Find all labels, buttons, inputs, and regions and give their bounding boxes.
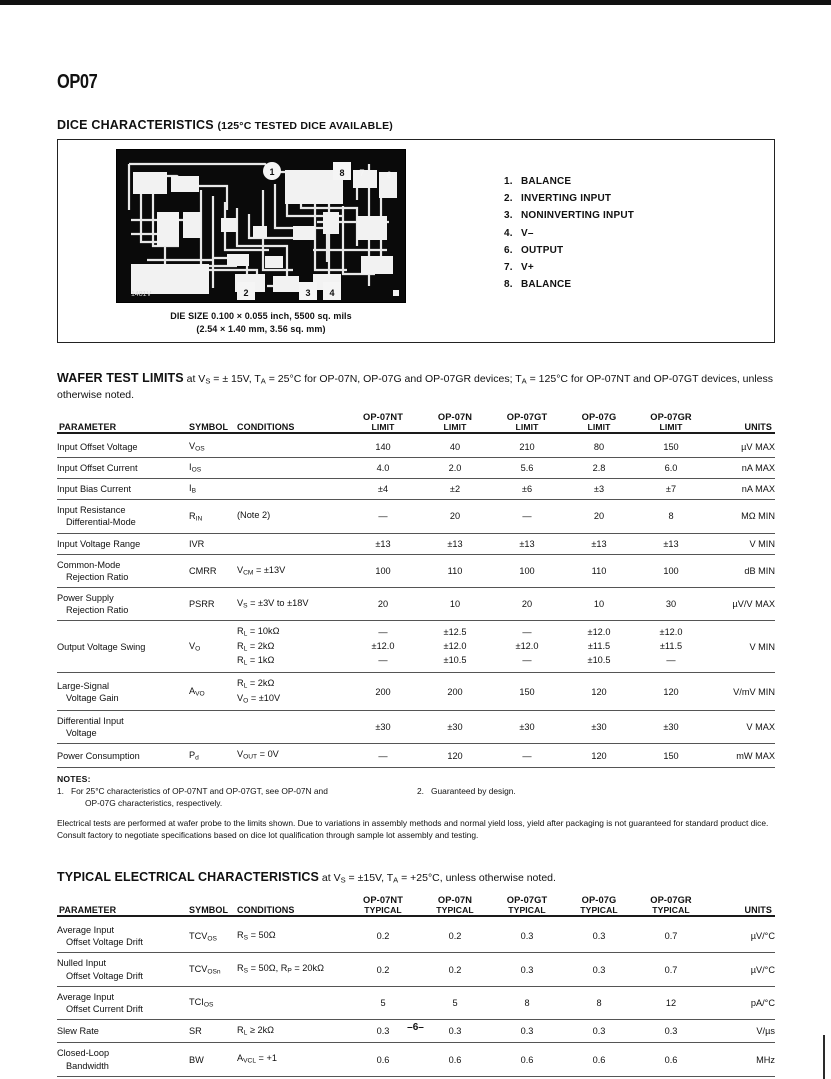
die-size-caption: [116, 310, 406, 336]
col-grade-op07n: OP-07N TYPICAL: [419, 895, 491, 916]
cell-symbol: $P_d$: [189, 744, 237, 767]
cell-value: ±4: [347, 479, 419, 500]
col-grade-op07g: OP-07G TYPICAL: [563, 895, 635, 916]
cell-value: ±12.0 ±11.5 ±10.5: [563, 621, 635, 673]
page-right-rule-mark: [823, 1035, 825, 1079]
col-symbol: SYMBOL: [189, 412, 237, 433]
cell-value: 20: [347, 587, 419, 620]
cell-value: ±30: [419, 711, 491, 744]
cell-value: 0.3: [491, 920, 563, 953]
cell-value: — ±12.0 —: [491, 621, 563, 673]
pin-item-3: [504, 207, 634, 224]
page-top-black-bar: [0, 0, 831, 5]
cell-conditions: $V_{CM} = \pm 13V$: [237, 554, 347, 587]
pin-item-7: [504, 259, 634, 276]
cell-value: 100: [347, 554, 419, 587]
cell-symbol: SR: [189, 1020, 237, 1043]
cell-symbol: $TCI_{OS}$: [189, 986, 237, 1019]
cell-value: ±30: [635, 711, 707, 744]
cell-value: 20: [419, 500, 491, 533]
svg-text:2: 2: [243, 288, 249, 298]
cell-symbol: PSRR: [189, 587, 237, 620]
cell-value: 120: [563, 673, 635, 711]
pin-item-6: [504, 242, 634, 259]
page-number: –6–: [407, 1022, 424, 1033]
pin-number: 7.: [504, 261, 513, 273]
cell-value: 0.7: [635, 953, 707, 986]
cell-symbol: CMRR: [189, 554, 237, 587]
cell-value: 0.2: [347, 920, 419, 953]
cell-parameter: Input Bias Current: [57, 479, 189, 500]
note-2: [417, 786, 757, 798]
cell-value: 100: [491, 554, 563, 587]
cell-value: 5: [347, 986, 419, 1019]
cell-value: 10: [419, 587, 491, 620]
cell-conditions: $R_S = 50\Omega$: [237, 920, 347, 953]
svg-text:1: 1: [269, 167, 275, 177]
note-2-text: Guaranteed by design.: [431, 785, 516, 796]
cell-value: 200: [347, 673, 419, 711]
note-1-number: 1.: [57, 785, 64, 796]
cell-units: V/mV MIN: [707, 673, 775, 711]
pin-item-8: [504, 276, 634, 293]
pin-label: BALANCE: [521, 176, 572, 187]
table-row: [57, 533, 775, 554]
cell-units: V MAX: [707, 711, 775, 744]
pin-label: INVERTING INPUT: [521, 193, 612, 205]
die-size-line-2: (2.54 × 1.40 mm, 3.56 sq. mm): [196, 324, 326, 335]
table-row: [57, 554, 775, 587]
table-row: [57, 744, 775, 767]
cell-units: pA/°C: [707, 986, 775, 1019]
wafer-test-limits-table: [57, 412, 775, 768]
cell-value: ±13: [491, 533, 563, 554]
svg-text:6: 6: [386, 170, 392, 180]
cell-value: 0.3: [563, 953, 635, 986]
col-grade-op07gr: OP-07GR LIMIT: [635, 412, 707, 433]
cell-conditions: [237, 711, 347, 744]
cell-parameter: Large-Signal Voltage Gain: [57, 673, 189, 711]
wafer-test-limits-subtitle: at $V_S$ = ± 15V, $T_A = 25^\circ C$ for OP-07N, OP-07G and OP-07GR devices; $T_A = 125^\circ C$ for OP-07NT and OP-07GT devices, unless otherwise noted.: [57, 373, 774, 401]
cell-value: 0.6: [347, 1043, 419, 1076]
cell-value: ±13: [347, 533, 419, 554]
note-1-line-2: OP-07G characteristics, respectively.: [85, 797, 223, 808]
die-photo-graphic: [117, 150, 405, 302]
cell-value: ±7: [635, 479, 707, 500]
cell-conditions: $R_L = 10k\Omega$ $R_L = 2k\Omega$ $R_L = 1k\Omega$: [237, 621, 347, 673]
table-row: [57, 953, 775, 986]
cell-units: V/µs: [707, 1020, 775, 1043]
cell-value: 210: [491, 437, 563, 458]
typical-characteristics-title: TYPICAL ELECTRICAL CHARACTERISTICS: [57, 869, 319, 884]
cell-value: 40: [419, 437, 491, 458]
cell-value: 0.6: [635, 1043, 707, 1076]
col-units: UNITS: [707, 412, 775, 433]
cell-value: 110: [419, 554, 491, 587]
notes-column-left: [57, 786, 417, 810]
wafer-test-limits-title: WAFER TEST LIMITS: [57, 371, 184, 385]
col-grade-op07g: OP-07G LIMIT: [563, 412, 635, 433]
table-row: [57, 986, 775, 1019]
cell-value: —: [347, 744, 419, 767]
cell-units: µV/°C: [707, 920, 775, 953]
cell-value: 30: [635, 587, 707, 620]
cell-value: 5: [419, 986, 491, 1019]
note-1-body: [71, 786, 328, 810]
cell-value: 0.6: [491, 1043, 563, 1076]
cell-value: 5.6: [491, 457, 563, 478]
cell-conditions: $R_L = 2k\Omega$ $V_O = \pm 10V$: [237, 673, 347, 711]
dice-characteristics-box: [57, 139, 775, 343]
die-part-marking: 1481V: [131, 291, 152, 298]
cell-value: 150: [635, 744, 707, 767]
cell-value: 0.2: [347, 953, 419, 986]
cell-conditions: $V_S = \pm 3V$ to ±18V: [237, 587, 347, 620]
cell-parameter: Input Offset Voltage: [57, 437, 189, 458]
cell-value: 0.3: [347, 1020, 419, 1043]
cell-value: 2.8: [563, 457, 635, 478]
cell-value: 150: [491, 673, 563, 711]
cell-symbol: BW: [189, 1043, 237, 1076]
pin-number: 6.: [504, 244, 513, 256]
cell-value: 0.3: [563, 1020, 635, 1043]
die-size-line-1: DIE SIZE 0.100 × 0.055 inch, 5500 sq. mils: [170, 311, 352, 321]
cell-parameter: Slew Rate: [57, 1020, 189, 1043]
pin-item-4: [504, 225, 634, 242]
cell-parameter: Closed-Loop Bandwidth: [57, 1043, 189, 1076]
cell-conditions: $R_L \ge 2k\Omega$: [237, 1020, 347, 1043]
pin-item-2: [504, 190, 634, 207]
cell-conditions: [237, 533, 347, 554]
pin-label: V–: [521, 227, 534, 239]
cell-symbol: $R_{IN}$: [189, 500, 237, 533]
cell-value: 100: [635, 554, 707, 587]
cell-value: ±13: [563, 533, 635, 554]
cell-conditions: [237, 457, 347, 478]
cell-value: —: [491, 500, 563, 533]
col-grade-op07gt: OP-07GT LIMIT: [491, 412, 563, 433]
pin-label: OUTPUT: [521, 244, 564, 256]
svg-text:4: 4: [329, 288, 335, 298]
cell-value: ±6: [491, 479, 563, 500]
cell-conditions: (Note 2): [237, 500, 347, 533]
cell-value: 6.0: [635, 457, 707, 478]
cell-value: 0.6: [419, 1043, 491, 1076]
cell-value: 140: [347, 437, 419, 458]
notes-heading: NOTES:: [57, 773, 91, 784]
dice-heading-paren: (125°C TESTED DICE AVAILABLE): [217, 120, 393, 132]
pin-label: V+: [521, 261, 534, 273]
col-grade-op07n: OP-07N LIMIT: [419, 412, 491, 433]
wafer-test-limits-intro: [57, 369, 775, 403]
col-units: UNITS: [707, 895, 775, 916]
cell-value: 200: [419, 673, 491, 711]
page-title: OP07: [57, 71, 98, 93]
col-parameter: PARAMETER: [57, 895, 189, 916]
cell-units: mW MAX: [707, 744, 775, 767]
cell-units: nA MAX: [707, 457, 775, 478]
cell-value: 0.2: [419, 953, 491, 986]
cell-value: 20: [563, 500, 635, 533]
cell-value: 0.7: [635, 920, 707, 953]
cell-parameter: Power Supply Rejection Ratio: [57, 587, 189, 620]
col-conditions: CONDITIONS: [237, 412, 347, 433]
table-row: [57, 479, 775, 500]
cell-conditions: [237, 986, 347, 1019]
cell-units: nA MAX: [707, 479, 775, 500]
table-row: [57, 621, 775, 673]
pin-number: 1.: [504, 176, 513, 187]
note-1-line-1: For 25°C characteristics of OP-07NT and OP-07GT, see OP-07N and: [71, 785, 328, 796]
cell-value: 8: [635, 500, 707, 533]
cell-value: 110: [563, 554, 635, 587]
table-row: [57, 1043, 775, 1076]
cell-value: ±30: [563, 711, 635, 744]
cell-value: 10: [563, 587, 635, 620]
cell-conditions: $V_{OUT} = 0V$: [237, 744, 347, 767]
col-parameter: PARAMETER: [57, 412, 189, 433]
pin-number: 8.: [504, 279, 513, 291]
cell-value: ±30: [491, 711, 563, 744]
col-grade-op07gr: OP-07GR TYPICAL: [635, 895, 707, 916]
cell-symbol: $V_O$: [189, 621, 237, 673]
table-row: [57, 457, 775, 478]
cell-value: 8: [491, 986, 563, 1019]
cell-conditions: [237, 437, 347, 458]
dice-characteristics-heading: [57, 118, 775, 132]
cell-value: ±30: [347, 711, 419, 744]
cell-units: MHz: [707, 1043, 775, 1076]
cell-value: 0.3: [491, 953, 563, 986]
cell-parameter: Average Input Offset Voltage Drift: [57, 920, 189, 953]
pin-number: 4.: [504, 227, 513, 239]
col-conditions: CONDITIONS: [237, 895, 347, 916]
cell-value: ±13: [635, 533, 707, 554]
typical-table-body: [57, 920, 775, 1076]
cell-units: MΩ MIN: [707, 500, 775, 533]
pin-number: 3.: [504, 210, 513, 222]
cell-conditions: $A_{VCL} = +1$: [237, 1043, 347, 1076]
die-photograph: [116, 149, 406, 303]
cell-value: ±12.0 ±11.5 —: [635, 621, 707, 673]
cell-value: 0.3: [635, 1020, 707, 1043]
cell-conditions: $R_S = 50\Omega$, $R_P = 20k\Omega$: [237, 953, 347, 986]
notes-columns: [57, 786, 775, 810]
cell-value: ±13: [419, 533, 491, 554]
table-row: [57, 500, 775, 533]
cell-symbol: $TCV_{OS}$: [189, 920, 237, 953]
cell-symbol: $I_{OS}$: [189, 457, 237, 478]
cell-parameter: Average Input Offset Current Drift: [57, 986, 189, 1019]
pin-function-list: [504, 173, 634, 293]
wafer-table-header: [57, 412, 775, 433]
cell-value: 0.6: [563, 1043, 635, 1076]
cell-parameter: Input Voltage Range: [57, 533, 189, 554]
notes-paragraph: Electrical tests are performed at wafer probe to the limits shown. Due to variations in assembly methods and normal yield loss, yield after packaging is not guaranteed for standard product dice. Consult factory to negotiate specifications based on dice lot qualification through sample lot assembly and testing.: [57, 817, 769, 841]
cell-value: 0.3: [491, 1020, 563, 1043]
cell-value: 0.3: [419, 1020, 491, 1043]
cell-parameter: Common-Mode Rejection Ratio: [57, 554, 189, 587]
cell-symbol: $V_{OS}$: [189, 437, 237, 458]
note-2-number: 2.: [417, 785, 424, 796]
cell-value: ±2: [419, 479, 491, 500]
col-grade-op07nt: OP-07NT TYPICAL: [347, 895, 419, 916]
svg-text:8: 8: [339, 168, 345, 178]
cell-value: 2.0: [419, 457, 491, 478]
notes-column-right: [417, 786, 757, 810]
cell-value: 120: [635, 673, 707, 711]
wafer-table-body: [57, 437, 775, 768]
cell-parameter: Power Consumption: [57, 744, 189, 767]
cell-value: 20: [491, 587, 563, 620]
cell-symbol: IVR: [189, 533, 237, 554]
cell-value: 80: [563, 437, 635, 458]
die-photo-wrap: [116, 149, 406, 336]
cell-parameter: Nulled Input Offset Voltage Drift: [57, 953, 189, 986]
cell-value: —: [491, 744, 563, 767]
cell-units: V MIN: [707, 621, 775, 673]
cell-parameter: Output Voltage Swing: [57, 621, 189, 673]
cell-symbol: $A_{VO}$: [189, 673, 237, 711]
cell-value: 120: [419, 744, 491, 767]
svg-text:7: 7: [359, 168, 365, 178]
page-content: [57, 72, 775, 1077]
cell-symbol: $TCV_{OSn}$: [189, 953, 237, 986]
pin-label: BALANCE: [521, 279, 572, 291]
table-row: [57, 711, 775, 744]
cell-symbol: [189, 711, 237, 744]
table-row: [57, 437, 775, 458]
dice-heading-main: DICE CHARACTERISTICS: [57, 118, 214, 132]
pin-item-1: [504, 173, 634, 190]
typical-characteristics-intro: [57, 868, 775, 887]
table-row: [57, 920, 775, 953]
cell-units: µV/°C: [707, 953, 775, 986]
cell-parameter: Differential Input Voltage: [57, 711, 189, 744]
cell-symbol: $I_B$: [189, 479, 237, 500]
table-row: [57, 673, 775, 711]
col-symbol: SYMBOL: [189, 895, 237, 916]
pin-number: 2.: [504, 193, 513, 205]
cell-units: µV MAX: [707, 437, 775, 458]
col-grade-op07gt: OP-07GT TYPICAL: [491, 895, 563, 916]
cell-units: V MIN: [707, 533, 775, 554]
note-1: [57, 786, 417, 810]
cell-value: —: [347, 500, 419, 533]
cell-conditions: [237, 479, 347, 500]
col-grade-op07nt: OP-07NT LIMIT: [347, 412, 419, 433]
cell-value: — ±12.0 —: [347, 621, 419, 673]
cell-value: 0.2: [419, 920, 491, 953]
cell-units: µV/V MAX: [707, 587, 775, 620]
cell-parameter: Input Offset Current: [57, 457, 189, 478]
cell-value: ±12.5 ±12.0 ±10.5: [419, 621, 491, 673]
svg-text:3: 3: [305, 288, 311, 298]
pin-label: NONINVERTING INPUT: [521, 210, 635, 222]
cell-value: 4.0: [347, 457, 419, 478]
cell-value: 8: [563, 986, 635, 1019]
cell-parameter: Input Resistance Differential-Mode: [57, 500, 189, 533]
cell-value: 150: [635, 437, 707, 458]
typical-characteristics-subtitle: at $V_S = \pm 15V$, $T_A = +25^\circ C$, unless otherwise noted.: [321, 871, 556, 885]
cell-value: 0.3: [563, 920, 635, 953]
cell-value: ±3: [563, 479, 635, 500]
cell-value: 120: [563, 744, 635, 767]
cell-units: dB MIN: [707, 554, 775, 587]
typical-characteristics-table: [57, 895, 775, 1077]
cell-value: 12: [635, 986, 707, 1019]
typical-table-header: [57, 895, 775, 916]
table-row: [57, 587, 775, 620]
